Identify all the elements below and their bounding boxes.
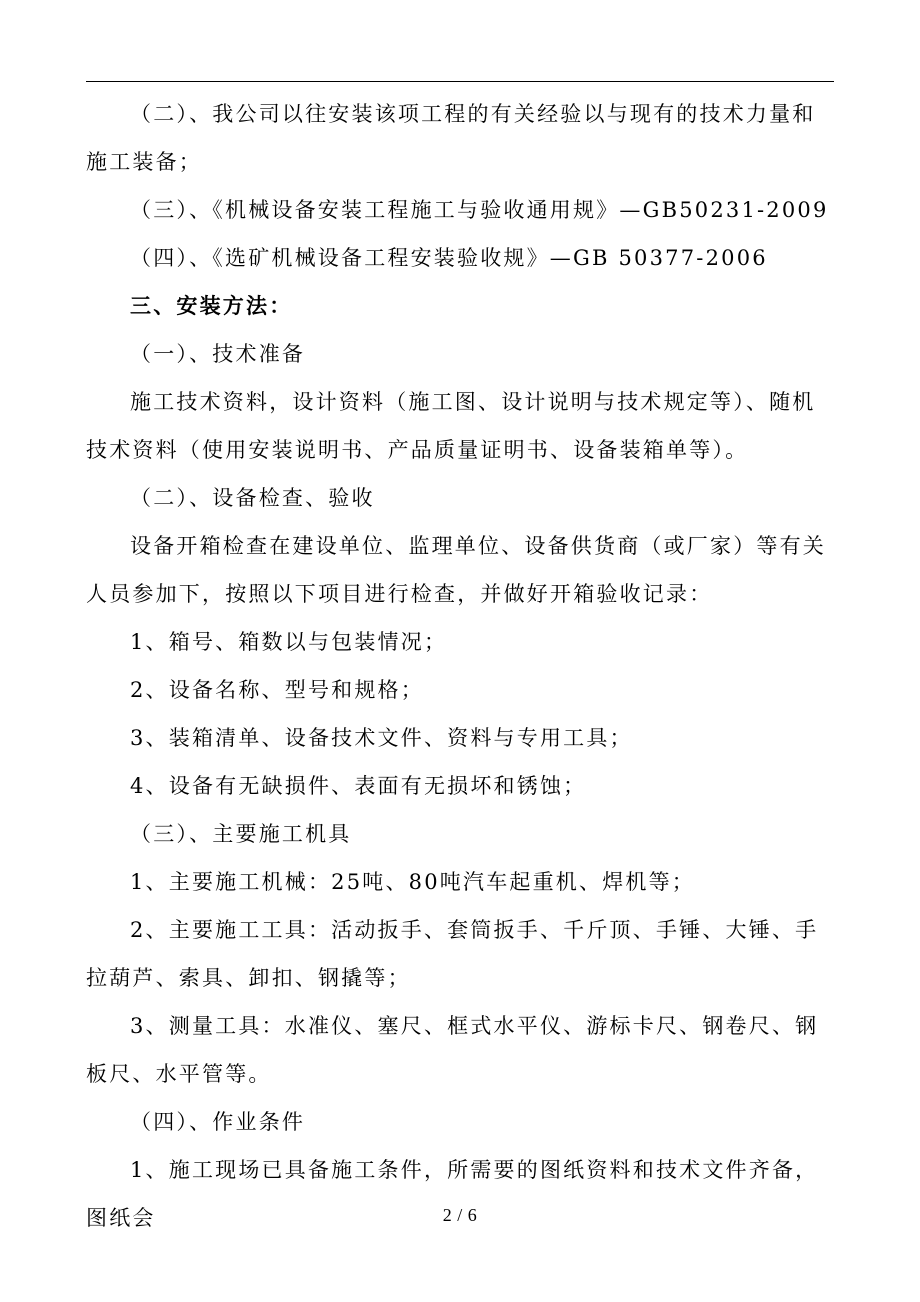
list-item: 3、测量工具：水准仪、塞尺、框式水平仪、游标卡尺、钢卷尺、钢板尺、水平管等。 [86, 1014, 819, 1086]
section-heading: 三、安装方法： [130, 293, 293, 318]
list-item: 2、设备名称、型号和规格； [130, 678, 424, 702]
list-item: 1、施工现场已具备施工条件，所需要的图纸资料和技术文件齐备，图纸会 [86, 1158, 819, 1230]
list-item: 1、箱号、箱数以与包装情况； [130, 630, 448, 654]
list-item: 2、主要施工工具：活动扳手、套筒扳手、千斤顶、手锤、大锤、手拉葫芦、索具、卸扣、钢撬等； [86, 918, 819, 990]
header-rule [86, 81, 834, 82]
subsection-heading: （一）、技术准备 [130, 342, 306, 366]
list-item: 4、设备有无缺损件、表面有无损坏和锈蚀； [130, 774, 587, 798]
list-item: 3、装箱清单、设备技术文件、资料与专用工具； [130, 726, 633, 750]
paragraph: （三）、《机械设备安装工程施工与验收通用规》—GB50231-2009 [130, 198, 829, 222]
list-item: 1、主要施工机械：25吨、80吨汽车起重机、焊机等； [130, 870, 696, 894]
paragraph: 施工技术资料，设计资料（施工图、设计说明与技术规定等）、随机技术资料（使用安装说明书、产品质量证明书、设备装箱单等）。 [86, 390, 816, 462]
page-number: 2 / 6 [442, 1205, 478, 1225]
subsection-heading: （三）、主要施工机具 [130, 822, 352, 846]
subsection-heading: （四）、作业条件 [130, 1110, 306, 1134]
paragraph: 设备开箱检查在建设单位、监理单位、设备供货商（或厂家）等有关人员参加下，按照以下项目进行检查，并做好开箱验收记录： [86, 534, 826, 606]
document-body [86, 90, 836, 1242]
paragraph: （四）、《选矿机械设备工程安装验收规》—GB 50377-2006 [130, 246, 768, 270]
subsection-heading: （二）、设备检查、验收 [130, 486, 375, 510]
paragraph: （二）、我公司以往安装该项工程的有关经验以与现有的技术力量和施工装备； [86, 102, 816, 174]
